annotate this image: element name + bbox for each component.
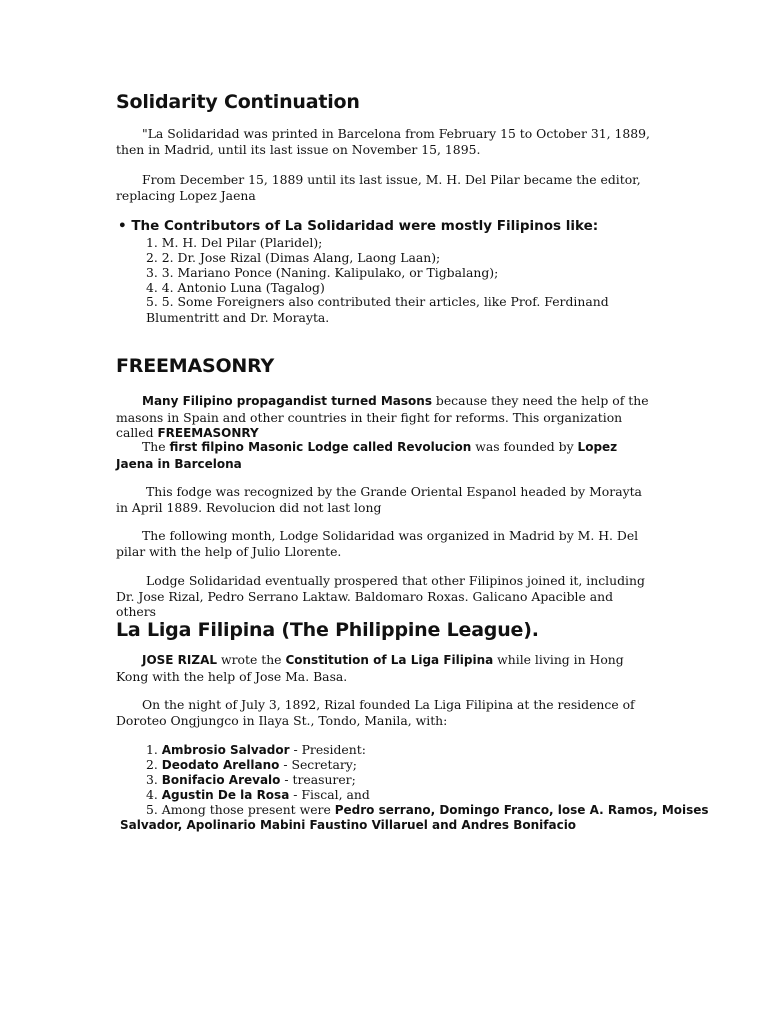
bold-text: JOSE RIZAL — [142, 653, 218, 667]
officer-role: - Fiscal, and — [289, 787, 370, 802]
heading-la-liga-filipina: La Liga Filipina (The Philippine League). — [116, 619, 539, 641]
list-item: 4. 4. Antonio Luna (Tagalog) — [146, 280, 325, 295]
paragraph-la-solidaridad-printed — [116, 126, 656, 157]
paragraph-lodge-recognized — [116, 484, 656, 515]
list-item: 1. M. H. Del Pilar (Plaridel); — [146, 235, 323, 250]
officer-name: Deodato Arellano — [161, 758, 280, 772]
officer-role: - Secretary; — [279, 757, 357, 772]
paragraph-lodge-solidaridad — [116, 528, 656, 559]
list-item: 2. 2. Dr. Jose Rizal (Dimas Alang, Laong Laan); — [146, 250, 441, 265]
list-number: 4. — [146, 787, 162, 802]
list-item: 5. 5. Some Foreigners also contributed their articles, like Prof. Ferdinand Blumentritt and Dr. Morayta. — [146, 294, 609, 325]
paragraph-liga-founded — [116, 697, 656, 728]
officer-name: Agustin De la Rosa — [161, 788, 290, 802]
paragraph-text: The — [142, 439, 170, 454]
paragraph-text: wrote the — [217, 652, 286, 667]
paragraph-text: because they need the help of the masons in Spain and other countries in their fight for reforms. This organization called — [116, 393, 649, 441]
list-number: 3. — [146, 772, 162, 787]
paragraph-revolucion-lodge — [116, 439, 656, 472]
bold-text: Pedro serrano, Domingo Franco, lose A. Ramos, Moises — [334, 803, 709, 817]
paragraph-text: Lodge Solidaridad eventually prospered that other Filipinos joined it, including Dr. Jose Rizal, Pedro Serrano Laktaw. Baldomaro Roxas. Galicano Apacible and others — [116, 573, 645, 620]
list-number: 1. — [146, 742, 162, 757]
paragraph-text: while living in Hong Kong with the help of Jose Ma. Basa. — [116, 652, 624, 684]
paragraph-text: From December 15, 1889 until its last issue, M. H. Del Pilar became the editor, replacing Lopez Jaena — [116, 172, 641, 203]
bold-text: Lopez Jaena in Barcelona — [116, 440, 618, 471]
paragraph-lodge-prospered — [116, 573, 656, 620]
paragraph-rizal-constitution — [116, 652, 656, 684]
bold-text: Many Filipino propagandist turned Masons — [142, 394, 432, 408]
bold-text: Constitution of La Liga Filipina — [285, 653, 494, 667]
paragraph-filipino-masons — [116, 393, 656, 442]
list-number: 2. — [146, 757, 162, 772]
officer-name: Ambrosio Salvador — [161, 743, 290, 757]
bullet-contributors: • The Contributors of La Solidaridad were mostly Filipinos like: — [118, 218, 599, 234]
paragraph-text: was founded by — [471, 439, 578, 454]
officer-role: - President: — [289, 742, 366, 757]
paragraph-text: The following month, Lodge Solidaridad was organized in Madrid by M. H. Del pilar with the help of Julio Llorente. — [116, 528, 639, 559]
list-item-continuation — [120, 817, 576, 834]
paragraph-text: "La Solidaridad was printed in Barcelona from February 15 to October 31, 1889, then in Madrid, until its last issue on November 15, 1895. — [116, 126, 650, 157]
paragraph-del-pilar-editor — [116, 172, 656, 203]
heading-freemasonry: FREEMASONRY — [116, 355, 275, 377]
list-text: 5. Among those present were — [146, 802, 335, 817]
heading-solidarity-continuation: Solidarity Continuation — [116, 91, 360, 113]
officer-name: Bonifacio Arevalo — [161, 773, 281, 787]
paragraph-text: On the night of July 3, 1892, Rizal founded La Liga Filipina at the residence of Doroteo Ongjungco in Ilaya St., Tondo, Manila, with: — [116, 697, 635, 728]
bold-text: Salvador, Apolinario Mabini Faustino Villaruel and Andres Bonifacio — [120, 818, 577, 832]
officer-role: - treasurer; — [280, 772, 356, 787]
bold-text: first filpino Masonic Lodge called Revolucion — [169, 440, 472, 454]
bold-text: FREEMASONRY — [157, 426, 259, 441]
paragraph-text: This fodge was recognized by the Grande Oriental Espanol headed by Morayta in April 1889. Revolucion did not last long — [116, 484, 642, 515]
list-item: 3. 3. Mariano Ponce (Naning. Kalipulako, or Tigbalang); — [146, 265, 499, 280]
